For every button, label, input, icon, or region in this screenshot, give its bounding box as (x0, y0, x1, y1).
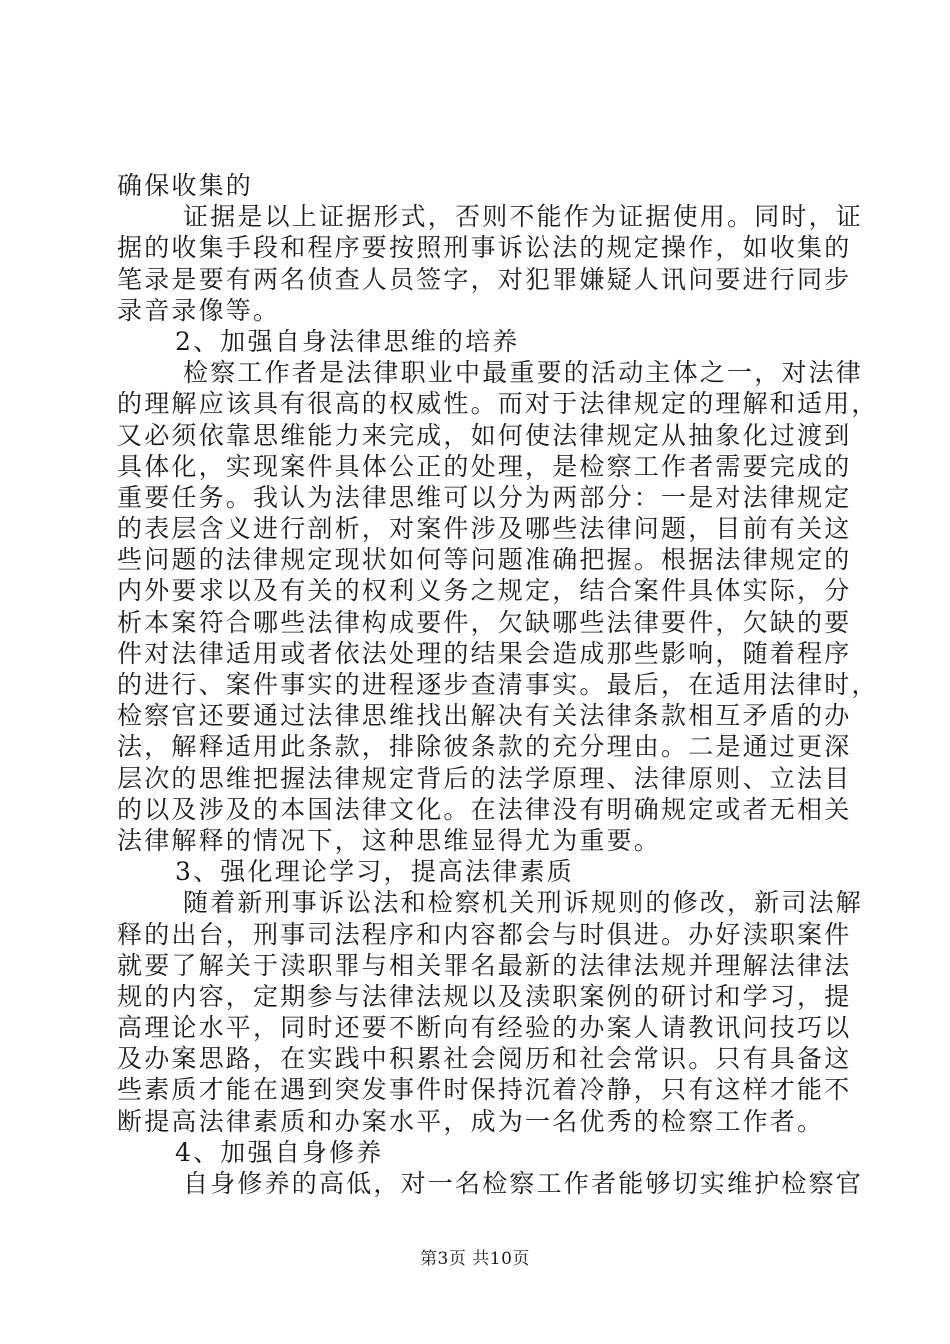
paragraph-line: 检察工作者是法律职业中最重要的活动主体之一，对法律 (183, 358, 864, 388)
paragraph-line: 的理解应该具有很高的权威性。而对于法律规定的理解和适用， (117, 389, 879, 419)
paragraph-line: 证据是以上证据形式，否则不能作为证据使用。同时，证 (183, 202, 864, 232)
paragraph-line: 法，解释适用此条款，排除彼条款的充分理由。二是通过更深 (117, 732, 852, 762)
paragraph-line: 的以及涉及的本国法律文化。在法律没有明确规定或者无相关 (117, 794, 852, 824)
paragraph-line: 些素质才能在遇到突发事件时保持沉着冷静，只有这样才能不 (117, 1075, 852, 1105)
paragraph-line: 析本案符合哪些法律构成要件，欠缺哪些法律要件，欠缺的要 (117, 607, 852, 637)
paragraph-line: 释的出台，刑事司法程序和内容都会与时俱进。办好渎职案件 (117, 919, 852, 949)
paragraph-line: 规的内容，定期参与法律法规以及渎职案例的研讨和学习，提 (117, 981, 852, 1011)
section-heading: 4、加强自身修养 (175, 1137, 384, 1167)
paragraph-line: 件对法律适用或者依法处理的结果会造成那些影响，随着程序 (117, 638, 852, 668)
paragraph-line: 确保收集的 (117, 171, 254, 200)
paragraph-line: 录音录像等。 (117, 295, 281, 325)
paragraph-line: 检察官还要通过法律思维找出解决有关法律条款相互矛盾的办 (117, 701, 852, 731)
paragraph-line: 随着新刑事诉讼法和检察机关刑诉规则的修改，新司法解 (183, 888, 864, 918)
paragraph-line: 断提高法律素质和办案水平，成为一名优秀的检察工作者。 (117, 1106, 825, 1136)
section-heading: 3、强化理论学习，提高法律素质 (175, 857, 574, 887)
paragraph-line: 高理论水平，同时还要不断向有经验的办案人请教讯问技巧以 (117, 1013, 852, 1043)
paragraph-line: 的进行、案件事实的进程逐步查清事实。最后，在适用法律时， (117, 670, 879, 699)
paragraph-line: 法律解释的情况下，这种思维显得尤为重要。 (117, 825, 662, 855)
paragraph-line: 就要了解关于渎职罪与相关罪名最新的法律法规并理解法律法 (117, 950, 852, 980)
paragraph-line: 笔录是要有两名侦查人员签字，对犯罪嫌疑人讯问要进行同步 (117, 264, 852, 294)
paragraph-line: 又必须依靠思维能力来完成，如何使法律规定从抽象化过渡到 (117, 420, 852, 450)
paragraph-line: 层次的思维把握法律规定背后的法学原理、法律原则、立法目 (117, 763, 852, 793)
paragraph-line: 内外要求以及有关的权利义务之规定，结合案件具体实际，分 (117, 576, 852, 606)
paragraph-line: 的表层含义进行剖析，对案件涉及哪些法律问题，目前有关这 (117, 514, 852, 544)
paragraph-line: 自身修养的高低，对一名检察工作者能够切实维护检察官 (183, 1169, 864, 1198)
paragraph-line: 及办案思路，在实践中积累社会阅历和社会常识。只有具备这 (117, 1044, 852, 1074)
document-body (117, 170, 879, 1199)
paragraph-line: 具体化，实现案件具体公正的处理，是检察工作者需要完成的 (117, 451, 852, 481)
page-footer: 第3页 共10页 (420, 1249, 530, 1269)
paragraph-line: 重要任务。我认为法律思维可以分为两部分：一是对法律规定 (117, 482, 852, 512)
paragraph-line: 据的收集手段和程序要按照刑事诉讼法的规定操作，如收集的 (117, 233, 852, 263)
paragraph-line: 些问题的法律规定现状如何等问题准确把握。根据法律规定的 (117, 545, 852, 575)
section-heading: 2、加强自身法律思维的培养 (175, 326, 520, 356)
